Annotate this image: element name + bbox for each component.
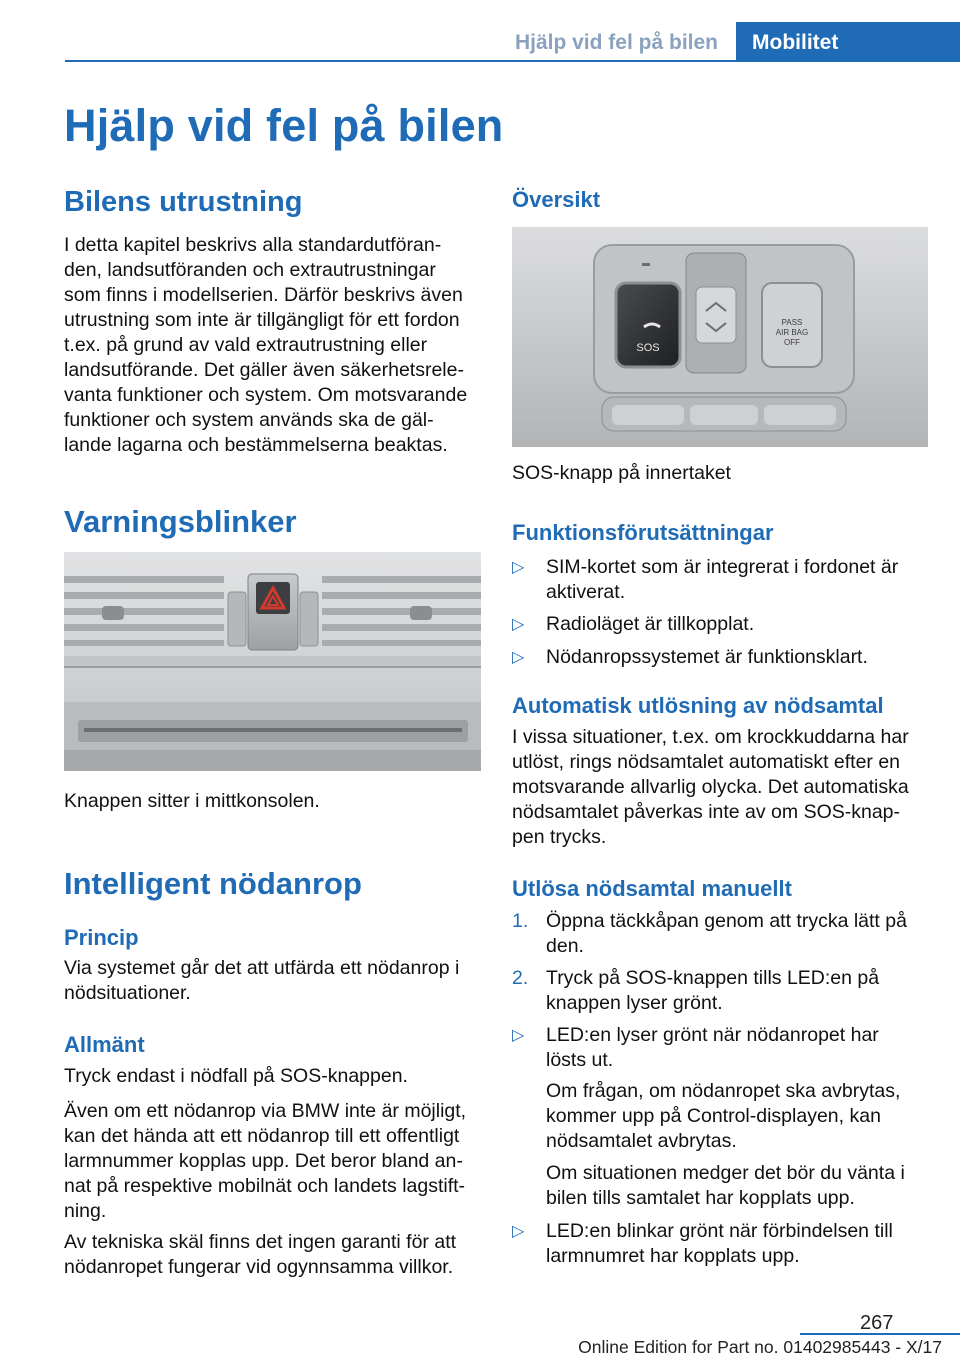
text-line: vanta funktioner och system. Om motsvarande xyxy=(64,384,468,406)
footer-rule xyxy=(800,1333,960,1335)
text-line: Via systemet går det att utfärda ett nödanrop i xyxy=(64,957,460,979)
text-line: utrustning som inte är tillgängligt för ett fordon xyxy=(64,309,460,331)
step-number: 2. xyxy=(512,967,529,989)
text-line: I vissa situationer, t.ex. om krockkuddarna har xyxy=(512,726,909,748)
text-line: lösts ut. xyxy=(546,1049,614,1071)
principle-heading: Princip xyxy=(64,925,139,950)
text-line: LED:en blinkar grönt när förbindelsen till xyxy=(546,1220,893,1242)
bullet-triangle-icon: ▷ xyxy=(512,616,525,633)
list-item xyxy=(512,1023,930,1073)
airbag-label-airbag: AIR BAG xyxy=(775,328,809,337)
general-paragraph-2 xyxy=(64,1099,482,1224)
airbag-label-off: OFF xyxy=(784,338,800,347)
sos-label: SOS xyxy=(636,342,660,354)
hazard-console-illustration xyxy=(64,552,481,771)
text-line: nödsituationer. xyxy=(64,982,191,1004)
text-line: den. xyxy=(546,935,584,957)
footer-edition: Online Edition for Part no. 01402985443 - X/17 xyxy=(578,1337,942,1357)
overview-heading: Översikt xyxy=(512,187,601,212)
equipment-paragraph xyxy=(64,233,482,458)
text-line: Även om ett nödanrop via BMW inte är möjligt, xyxy=(64,1100,467,1122)
text-line: larmnumret har kopplats upp. xyxy=(546,1245,800,1267)
step-number: 1. xyxy=(512,910,529,932)
text-line: Av tekniska skäl finns det ingen garanti för att xyxy=(64,1231,457,1253)
bullet-triangle-icon: ▷ xyxy=(512,559,525,576)
list-item xyxy=(512,612,930,637)
text-line: nödsamtalet påverkas inte av om SOS-knap- xyxy=(512,801,901,823)
text-line: Tryck på SOS-knappen tills LED:en på xyxy=(546,967,880,989)
bullet-triangle-icon: ▷ xyxy=(512,1223,525,1240)
general-paragraph-3 xyxy=(64,1230,482,1280)
text-line: Om situationen medger det bör du vänta i xyxy=(546,1162,905,1184)
page-title: Hjälp vid fel på bilen xyxy=(64,100,504,151)
airbag-label-pass: PASS xyxy=(781,318,803,327)
equipment-heading: Bilens utrustning xyxy=(64,186,303,218)
note-paragraph xyxy=(546,1161,930,1211)
conditions-heading: Funktionsförutsättningar xyxy=(512,520,774,545)
running-header xyxy=(65,22,960,62)
hazard-console-photo xyxy=(64,552,481,771)
text-line: landsutförande. Det gäller även säkerhetsrele- xyxy=(64,359,464,381)
step-item xyxy=(512,966,930,1016)
text-line: kan det hända att ett nödanrop till ett offentligt xyxy=(64,1125,460,1147)
text-line: som finns i modellserien. Därför beskrivs även xyxy=(64,284,463,306)
text-line: ning. xyxy=(64,1200,107,1222)
automatic-heading: Automatisk utlösning av nödsamtal xyxy=(512,693,884,718)
text-line: LED:en lyser grönt när nödanropet har xyxy=(546,1024,879,1046)
list-item xyxy=(512,1219,930,1269)
page-number: 267 xyxy=(860,1312,894,1334)
text-line: funktioner och system används ska de gäl- xyxy=(64,409,434,431)
header-section-title: Hjälp vid fel på bilen xyxy=(514,31,718,54)
general-heading: Allmänt xyxy=(64,1032,145,1057)
text-line: nat på respektive mobilnät och landets lagstift- xyxy=(64,1175,466,1197)
text-line: lande lagarna och bestämmelserna beaktas. xyxy=(64,434,448,456)
text-line: bilen tills samtalet har kopplats upp. xyxy=(546,1187,855,1209)
text-line: Nödanropssystemet är funktionsklart. xyxy=(546,646,868,668)
bullet-triangle-icon: ▷ xyxy=(512,649,525,666)
text-line: Om frågan, om nödanropet ska avbrytas, xyxy=(546,1080,901,1102)
sos-roof-illustration xyxy=(512,227,928,447)
automatic-paragraph xyxy=(512,725,930,850)
text-line: larmnummer kopplas upp. Det beror bland an- xyxy=(64,1150,463,1172)
note-paragraph xyxy=(546,1079,930,1154)
text-line: nödsamtalet avbrytas. xyxy=(546,1130,737,1152)
hazard-caption: Knappen sitter i mittkonsolen. xyxy=(64,790,320,812)
hazard-heading: Varningsblinker xyxy=(64,504,297,539)
text-line: Öppna täckkåpan genom att trycka lätt på xyxy=(546,910,907,932)
text-line: pen trycks. xyxy=(512,826,607,848)
text-line: den, landsutföranden och extrautrustningar xyxy=(64,259,436,281)
text-line: SIM-kortet som är integrerat i fordonet är xyxy=(546,556,899,578)
text-line: kommer upp på Control-displayen, kan xyxy=(546,1105,881,1127)
sos-button-photo xyxy=(512,227,928,447)
list-item xyxy=(512,645,930,670)
text-line: I detta kapitel beskrivs alla standardutföran- xyxy=(64,234,442,256)
text-line: t.ex. på grund av vald extrautrustning eller xyxy=(64,334,428,356)
list-item xyxy=(512,555,930,605)
bullet-triangle-icon: ▷ xyxy=(512,1027,525,1044)
general-paragraph-1: Tryck endast i nödfall på SOS-knappen. xyxy=(64,1065,408,1087)
principle-paragraph xyxy=(64,956,482,1006)
sos-caption: SOS-knapp på innertaket xyxy=(512,462,731,484)
step-item xyxy=(512,909,930,959)
text-line: motsvarande allvarlig olycka. Det automatiska xyxy=(512,776,909,798)
header-chapter-tab: Mobilitet xyxy=(736,22,960,62)
text-line: aktiverat. xyxy=(546,581,626,603)
text-line: utlöst, rings nödsamtalet automatiskt efter en xyxy=(512,751,901,773)
text-line: knappen lyser grönt. xyxy=(546,992,723,1014)
text-line: Radioläget är tillkopplat. xyxy=(546,613,755,635)
ecall-heading: Intelligent nödanrop xyxy=(64,866,362,901)
manual-heading: Utlösa nödsamtal manuellt xyxy=(512,876,792,901)
text-line: nödanropet fungerar vid ogynnsamma villkor. xyxy=(64,1256,454,1278)
